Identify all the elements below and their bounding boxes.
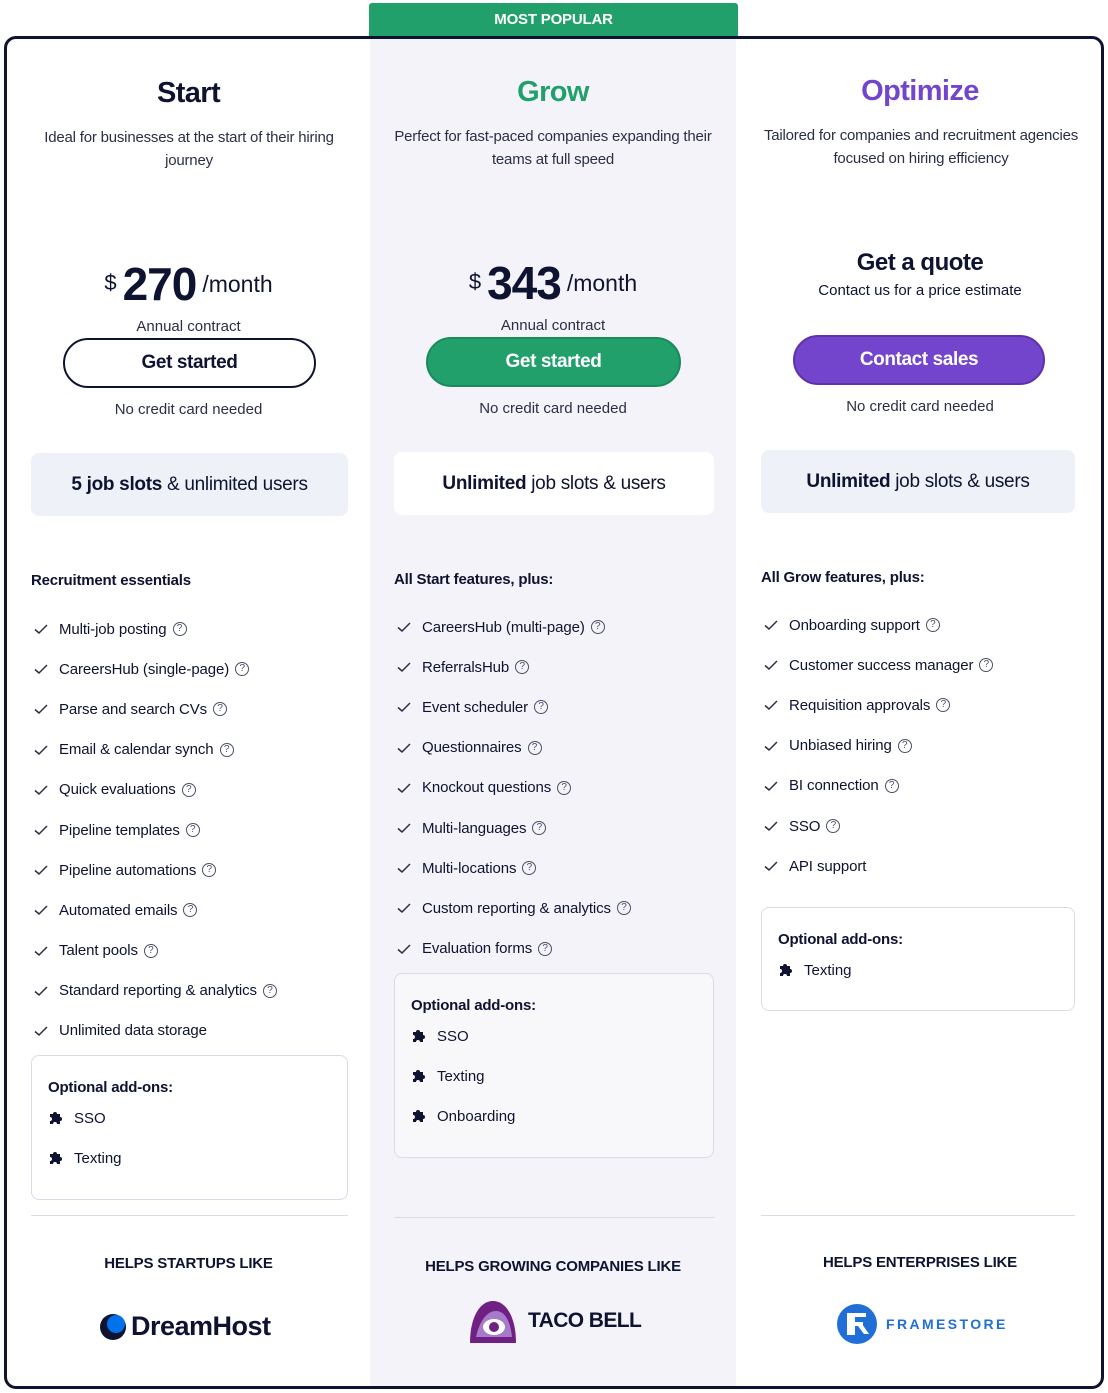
addons-list (778, 950, 1058, 990)
contract-note: Annual contract (500, 317, 606, 334)
feature-label: Requisition approvals (789, 696, 931, 714)
help-icon[interactable]: ? (515, 660, 529, 674)
feature-list (33, 609, 353, 1051)
check-icon (763, 778, 779, 794)
quote-subtitle: Contact us for a price estimate (818, 282, 1022, 299)
feature-label: Questionnaires (422, 739, 522, 757)
check-icon (33, 1023, 49, 1039)
addons-title: Optional add-ons: (411, 997, 536, 1014)
optional-addons (761, 907, 1075, 1011)
quote-title: Get a quote (856, 249, 984, 276)
check-icon (33, 782, 49, 798)
features-heading: All Start features, plus: (394, 571, 554, 588)
help-icon[interactable]: ? (557, 781, 571, 795)
feature-item (33, 1011, 353, 1051)
divider (31, 1215, 348, 1216)
check-icon (763, 858, 779, 874)
help-icon[interactable]: ? (522, 861, 536, 875)
check-icon (33, 822, 49, 838)
puzzle-icon (48, 1110, 64, 1126)
contact-sales-button[interactable]: Contact sales (793, 335, 1045, 385)
dreamhost-moon-icon (99, 1313, 127, 1341)
feature-label: Custom reporting & analytics (422, 899, 611, 917)
help-icon[interactable]: ? (202, 863, 216, 877)
help-icon[interactable]: ? (926, 618, 940, 632)
plan-optimize (736, 39, 1104, 1386)
feature-item (33, 810, 353, 850)
help-icon[interactable]: ? (538, 942, 552, 956)
addon-label: Onboarding (437, 1107, 516, 1125)
optional-addons (31, 1055, 348, 1200)
slots-rest: job slots & users (526, 473, 666, 494)
help-icon[interactable]: ? (144, 944, 158, 958)
price (7, 257, 370, 311)
features-heading: All Grow features, plus: (761, 569, 925, 586)
help-icon[interactable]: ? (183, 903, 197, 917)
addon-item (411, 1096, 691, 1136)
tacobell-logo (466, 1297, 641, 1345)
slots-rest: job slots & users (890, 471, 1030, 492)
addons-list (411, 1016, 691, 1136)
logo-wordmark: DreamHost (131, 1311, 271, 1341)
feature-item (763, 846, 1083, 886)
dreamhost-logo (99, 1311, 271, 1342)
feature-item (33, 649, 353, 689)
check-icon (33, 661, 49, 677)
feature-label: Automated emails (59, 901, 178, 919)
plan-description: Tailored for companies and recruitment agencies focused on hiring efficiency (763, 127, 1079, 167)
feature-item (763, 726, 1083, 766)
framestore-logo (836, 1303, 1008, 1345)
addon-item (48, 1098, 328, 1138)
addons-list (48, 1098, 328, 1178)
feature-item (33, 971, 353, 1011)
feature-label: ReferralsHub (422, 658, 510, 676)
addon-label: Texting (804, 961, 852, 979)
check-icon (763, 697, 779, 713)
slots-highlight: Unlimited (806, 471, 891, 492)
help-icon[interactable]: ? (826, 819, 840, 833)
feature-label: Event scheduler (422, 698, 529, 716)
plan-title: Optimize (861, 75, 979, 107)
feature-label: Customer success manager (789, 656, 974, 674)
currency-symbol: $ (104, 270, 117, 295)
check-icon (396, 619, 412, 635)
check-icon (33, 621, 49, 637)
feature-item (33, 890, 353, 930)
puzzle-icon (411, 1028, 427, 1044)
feature-item (763, 605, 1083, 645)
logo-wordmark: FRAMESTORE (886, 1316, 1008, 1332)
helps-heading: HELPS GROWING COMPANIES LIKE (425, 1258, 681, 1275)
contract-note: Annual contract (136, 318, 241, 335)
feature-item (396, 929, 716, 969)
job-slots-summary (31, 453, 348, 516)
price (370, 256, 736, 310)
check-icon (763, 738, 779, 754)
help-icon[interactable]: ? (528, 741, 542, 755)
currency-symbol: $ (468, 269, 482, 294)
check-icon (396, 820, 412, 836)
feature-item (396, 888, 716, 928)
feature-item (33, 689, 353, 729)
addon-item (778, 950, 1058, 990)
check-icon (396, 659, 412, 675)
price-period: /month (202, 271, 273, 297)
price-amount: 270 (122, 258, 197, 310)
feature-label: Talent pools (59, 942, 138, 960)
helps-heading: HELPS ENTERPRISES LIKE (823, 1254, 1017, 1271)
slots-highlight: 5 job slots (71, 474, 163, 495)
help-icon[interactable]: ? (235, 662, 249, 676)
feature-item (396, 607, 716, 647)
help-icon[interactable]: ? (186, 823, 200, 837)
help-icon[interactable]: ? (885, 779, 899, 793)
check-icon (763, 818, 779, 834)
feature-label: Pipeline automations (59, 861, 197, 879)
addon-label: SSO (437, 1027, 469, 1045)
feature-label: Parse and search CVs (59, 700, 208, 718)
feature-label: BI connection (789, 777, 879, 795)
job-slots-summary (761, 450, 1075, 513)
plan-description: Ideal for businesses at the start of their hiring journey (44, 129, 334, 169)
addons-title: Optional add-ons: (778, 931, 903, 948)
addon-item (411, 1056, 691, 1096)
addon-item (411, 1016, 691, 1056)
feature-item (763, 685, 1083, 725)
divider (761, 1215, 1075, 1216)
check-icon (33, 862, 49, 878)
feature-label: Unbiased hiring (789, 737, 892, 755)
check-icon (396, 740, 412, 756)
check-icon (33, 701, 49, 717)
feature-list (763, 605, 1083, 886)
feature-label: Quick evaluations (59, 781, 176, 799)
feature-item (396, 647, 716, 687)
features-heading: Recruitment essentials (31, 572, 191, 589)
help-icon[interactable]: ? (898, 739, 912, 753)
help-icon[interactable]: ? (936, 698, 950, 712)
feature-item (33, 770, 353, 810)
feature-item (396, 848, 716, 888)
help-icon[interactable]: ? (220, 743, 234, 757)
most-popular-badge: MOST POPULAR (369, 3, 738, 36)
feature-label: Knockout questions (422, 779, 552, 797)
price-period: /month (566, 270, 638, 296)
feature-item (763, 645, 1083, 685)
help-icon[interactable]: ? (979, 658, 993, 672)
help-icon[interactable]: ? (263, 984, 277, 998)
job-slots-summary (394, 452, 714, 515)
no-credit-card-note: No credit card needed (114, 401, 263, 418)
tacobell-bell-icon (466, 1297, 520, 1345)
feature-item (33, 931, 353, 971)
plan-title: Start (156, 77, 221, 109)
help-icon[interactable]: ? (173, 622, 187, 636)
puzzle-icon (411, 1068, 427, 1084)
help-icon[interactable]: ? (182, 783, 196, 797)
plan-start (7, 39, 370, 1386)
feature-item (763, 766, 1083, 806)
check-icon (33, 742, 49, 758)
feature-item (396, 768, 716, 808)
check-icon (396, 699, 412, 715)
feature-label: SSO (789, 817, 821, 835)
no-credit-card-note: No credit card needed (479, 400, 627, 417)
feature-item (33, 609, 353, 649)
get-started-button[interactable]: Get started (63, 338, 316, 388)
helps-heading: HELPS STARTUPS LIKE (104, 1255, 273, 1272)
pricing-table (4, 36, 1104, 1389)
feature-label: CareersHub (multi-page) (422, 618, 585, 636)
help-icon[interactable]: ? (213, 702, 227, 716)
puzzle-icon (48, 1150, 64, 1166)
framestore-emblem-icon (836, 1303, 878, 1345)
check-icon (33, 902, 49, 918)
check-icon (763, 657, 779, 673)
feature-label: Evaluation forms (422, 940, 533, 958)
plan-grow (370, 39, 736, 1386)
puzzle-icon (411, 1108, 427, 1124)
feature-label: API support (789, 857, 867, 875)
help-icon[interactable]: ? (617, 901, 631, 915)
addon-item (48, 1138, 328, 1178)
puzzle-icon (778, 962, 794, 978)
plan-description: Perfect for fast-paced companies expanding their teams at full speed (394, 128, 712, 168)
feature-label: CareersHub (single-page) (59, 660, 230, 678)
addon-label: Texting (74, 1149, 122, 1167)
get-started-button[interactable]: Get started (426, 337, 681, 387)
no-credit-card-note: No credit card needed (846, 398, 994, 415)
feature-label: Multi-languages (422, 819, 527, 837)
check-icon (33, 983, 49, 999)
feature-item (396, 808, 716, 848)
check-icon (396, 941, 412, 957)
divider (394, 1217, 714, 1218)
plan-title: Grow (517, 76, 589, 108)
feature-list (396, 607, 716, 969)
slots-rest: & unlimited users (162, 474, 308, 495)
feature-label: Multi-locations (422, 859, 517, 877)
check-icon (763, 617, 779, 633)
feature-label: Pipeline templates (59, 821, 180, 839)
optional-addons (394, 973, 714, 1158)
feature-item (396, 728, 716, 768)
help-icon[interactable]: ? (534, 700, 548, 714)
check-icon (396, 860, 412, 876)
addons-title: Optional add-ons: (48, 1079, 173, 1096)
feature-label: Multi-job posting (59, 620, 167, 638)
feature-item (33, 730, 353, 770)
slots-highlight: Unlimited (442, 473, 527, 494)
feature-label: Unlimited data storage (59, 1022, 207, 1040)
feature-label: Onboarding support (789, 616, 920, 634)
feature-item (763, 806, 1083, 846)
help-icon[interactable]: ? (591, 620, 605, 634)
feature-label: Standard reporting & analytics (59, 982, 257, 1000)
help-icon[interactable]: ? (532, 821, 546, 835)
addon-label: Texting (437, 1067, 485, 1085)
check-icon (396, 780, 412, 796)
feature-label: Email & calendar synch (59, 741, 214, 759)
price-amount: 343 (487, 257, 561, 309)
check-icon (396, 900, 412, 916)
check-icon (33, 943, 49, 959)
feature-item (33, 850, 353, 890)
feature-item (396, 687, 716, 727)
logo-wordmark: TACO BELL (528, 1309, 642, 1332)
addon-label: SSO (74, 1109, 106, 1127)
